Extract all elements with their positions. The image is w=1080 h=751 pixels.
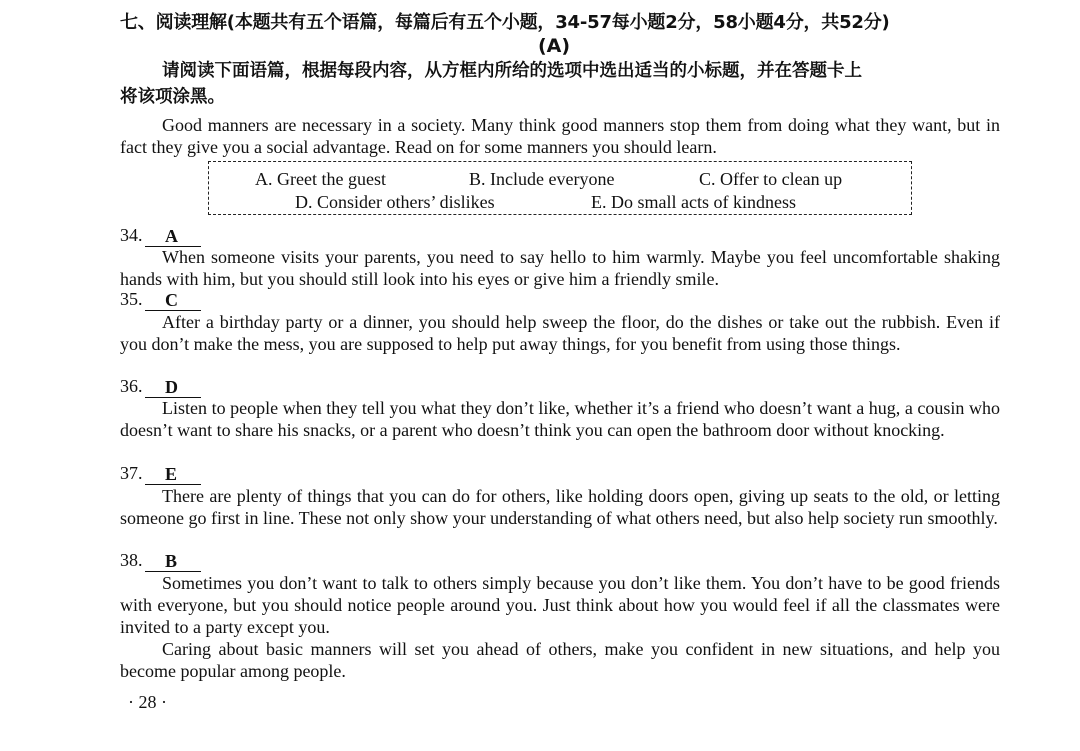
- answer-blank: C: [145, 289, 201, 311]
- answer-blank: B: [145, 550, 201, 572]
- question-paragraph: [120, 246, 1000, 290]
- option-d: D. Consider others’ dislikes: [295, 192, 495, 212]
- question-number: 36.: [120, 376, 143, 396]
- question-number: 34.: [120, 225, 143, 245]
- intro-paragraph: [120, 114, 1000, 158]
- question-text: There are plenty of things that you can do for others, like holding doors open, giving up seats to the old, or letting someone go first in line. These not only show your understanding of what others need, but also help society run smoothly.: [120, 486, 1000, 528]
- question-paragraph: [120, 572, 1000, 638]
- instruction-line-1: 请阅读下面语篇，根据每段内容，从方框内所给的选项中选出适当的小标题，并在答题卡上: [162, 61, 862, 81]
- option-a: A. Greet the guest: [255, 169, 386, 189]
- option-b: B. Include everyone: [469, 169, 615, 189]
- question-text: When someone visits your parents, you need to say hello to him warmly. Maybe you feel uncomfortable shaking hands with him, but you should still look into his eyes or give him a friendly smile.: [120, 247, 1000, 289]
- question-number: 37.: [120, 463, 143, 483]
- question-text: After a birthday party or a dinner, you should help sweep the floor, do the dishes or take out the rubbish. Even if you don’t make the mess, you are supposed to help put away things, for you benefit from using those things.: [120, 312, 1000, 354]
- question-number: 38.: [120, 550, 143, 570]
- answer-blank: E: [145, 463, 201, 485]
- page-number: · 28 ·: [128, 692, 167, 712]
- section-heading: 七、阅读理解(本题共有五个语篇，每篇后有五个小题，34-57每小题2分，58小题4分，共52分): [120, 12, 890, 33]
- instruction-line-2: 将该项涂黑。: [120, 87, 225, 107]
- question-text: Listen to people when they tell you what they don’t like, whether it’s a friend who doesn’t want a hug, a cousin who doesn’t want to share his snacks, or a parent who doesn’t think you can open the bathroom door without knocking.: [120, 398, 1000, 440]
- instructions: [120, 58, 1000, 110]
- options-box: [208, 161, 912, 215]
- conclusion-paragraph: [120, 638, 1000, 682]
- question-paragraph: [120, 397, 1000, 441]
- answer-blank: A: [145, 225, 201, 247]
- option-c: C. Offer to clean up: [699, 169, 843, 189]
- intro-text: Good manners are necessary in a society. Many think good manners stop them from doing what they want, but in fact they give you a social advantage. Read on for some manners you should learn.: [120, 115, 1000, 157]
- answer-blank: D: [145, 376, 201, 398]
- passage-label: (A): [538, 35, 571, 57]
- option-e: E. Do small acts of kindness: [591, 192, 796, 212]
- conclusion-text: Caring about basic manners will set you ahead of others, make you confident in new situations, and help you become popular among people.: [120, 639, 1000, 681]
- question-text: Sometimes you don’t want to talk to others simply because you don’t like them. You don’t have to be good friends with everyone, but you should notice people around you. Just think about how you would feel if all the classmates were invited to a party except you.: [120, 573, 1000, 637]
- question-paragraph: [120, 311, 1000, 355]
- question-number: 35.: [120, 289, 143, 309]
- question-paragraph: [120, 485, 1000, 529]
